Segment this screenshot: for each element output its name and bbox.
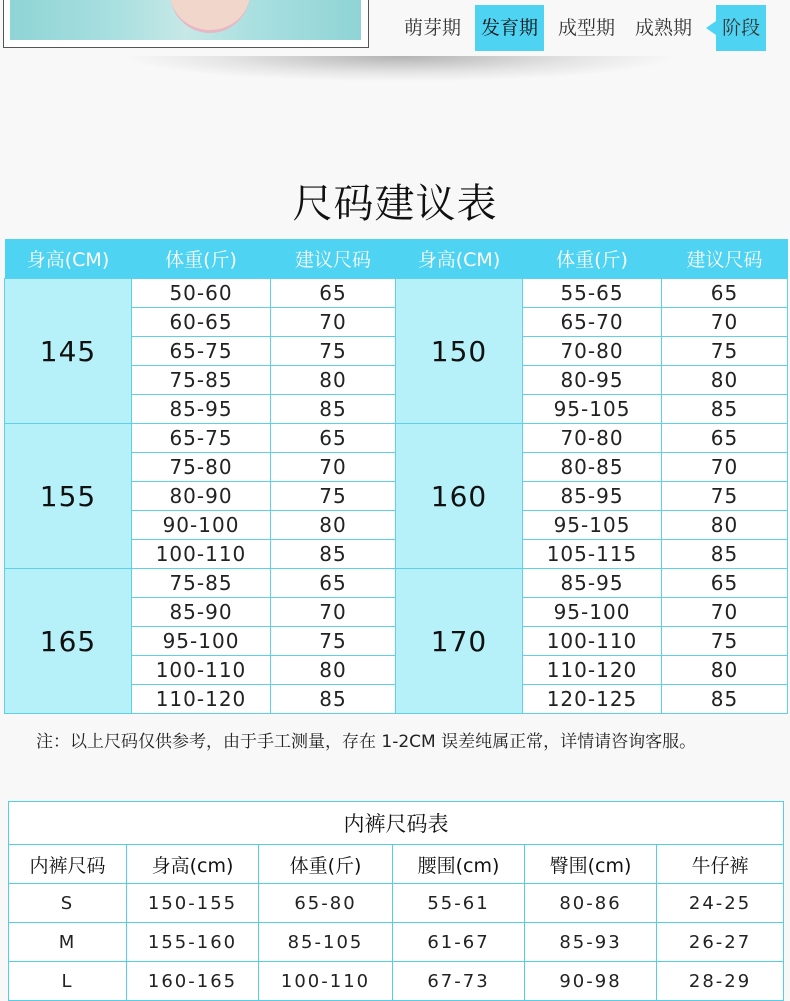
uw-header-size: 内裤尺码	[9, 845, 127, 884]
uw-header-waist: 腰围(cm)	[393, 845, 525, 884]
weight-cell-right: 85-95	[523, 569, 662, 598]
weight-cell-left: 75-80	[132, 453, 271, 482]
height-cell-left: 155	[5, 424, 132, 569]
size-cell-right: 80	[662, 656, 788, 685]
size-cell-left: 65	[271, 569, 396, 598]
weight-cell-right: 95-105	[523, 395, 662, 424]
size-cell-right: 75	[662, 482, 788, 511]
underwear-cell: S	[9, 884, 127, 923]
underwear-cell: 160-165	[127, 962, 259, 1001]
size-cell-left: 85	[271, 540, 396, 569]
underwear-cell: 24-25	[657, 884, 784, 923]
size-cell-right: 65	[662, 424, 788, 453]
size-cell-right: 70	[662, 453, 788, 482]
size-cell-left: 85	[271, 685, 396, 714]
size-cell-left: 80	[271, 511, 396, 540]
weight-cell-right: 65-70	[523, 308, 662, 337]
weight-cell-left: 110-120	[132, 685, 271, 714]
weight-cell-right: 110-120	[523, 656, 662, 685]
underwear-cell: 80-86	[525, 884, 657, 923]
weight-cell-left: 95-100	[132, 627, 271, 656]
size-cell-left: 65	[271, 279, 396, 308]
size-cell-left: 80	[271, 366, 396, 395]
header-weight-right: 体重(斤)	[523, 239, 662, 279]
underwear-cell: 67-73	[393, 962, 525, 1001]
weight-cell-left: 60-65	[132, 308, 271, 337]
underwear-header-row	[9, 845, 784, 884]
size-cell-right: 75	[662, 627, 788, 656]
underwear-size-table	[8, 801, 784, 1001]
underwear-cell: 85-93	[525, 923, 657, 962]
size-cell-right: 70	[662, 308, 788, 337]
size-cell-right: 70	[662, 598, 788, 627]
weight-cell-left: 75-85	[132, 569, 271, 598]
underwear-cell: 55-61	[393, 884, 525, 923]
underwear-cell: 61-67	[393, 923, 525, 962]
size-chart-row	[5, 279, 788, 308]
height-cell-left: 165	[5, 569, 132, 714]
weight-cell-left: 85-90	[132, 598, 271, 627]
weight-cell-left: 65-75	[132, 337, 271, 366]
size-cell-left: 85	[271, 395, 396, 424]
stage-tab-3[interactable]: 成型期	[558, 17, 616, 39]
size-cell-right: 85	[662, 540, 788, 569]
underwear-cell: 26-27	[657, 923, 784, 962]
stage-nav	[398, 5, 774, 51]
weight-cell-left: 75-85	[132, 366, 271, 395]
height-cell-left: 145	[5, 279, 132, 424]
weight-cell-right: 80-85	[523, 453, 662, 482]
weight-cell-left: 100-110	[132, 656, 271, 685]
weight-cell-left: 65-75	[132, 424, 271, 453]
size-cell-left: 70	[271, 453, 396, 482]
height-cell-right: 160	[396, 424, 523, 569]
weight-cell-right: 85-95	[523, 482, 662, 511]
size-cell-left: 75	[271, 482, 396, 511]
size-cell-right: 65	[662, 279, 788, 308]
stage-tab-2[interactable]: 发育期	[475, 5, 544, 51]
weight-cell-right: 105-115	[523, 540, 662, 569]
uw-header-weight: 体重(斤)	[259, 845, 393, 884]
underwear-cell: 28-29	[657, 962, 784, 1001]
uw-header-hip: 臀围(cm)	[525, 845, 657, 884]
weight-cell-right: 55-65	[523, 279, 662, 308]
stage-current-label: 阶段	[716, 5, 766, 51]
stage-tab-1[interactable]: 萌芽期	[404, 17, 462, 39]
underwear-cell: 100-110	[259, 962, 393, 1001]
size-cell-right: 80	[662, 511, 788, 540]
section-shadow	[120, 56, 680, 82]
size-cell-right: 85	[662, 685, 788, 714]
header-height-right: 身高(CM)	[396, 239, 523, 279]
product-photo	[10, 0, 361, 40]
underwear-cell: L	[9, 962, 127, 1001]
height-cell-right: 150	[396, 279, 523, 424]
weight-cell-right: 70-80	[523, 424, 662, 453]
size-chart-header-row	[5, 239, 788, 279]
weight-cell-right: 100-110	[523, 627, 662, 656]
size-cell-right: 65	[662, 569, 788, 598]
size-cell-left: 75	[271, 337, 396, 366]
weight-cell-left: 85-95	[132, 395, 271, 424]
size-chart-body	[5, 279, 788, 714]
underwear-row	[9, 923, 784, 962]
size-chart-title: 尺码建议表	[292, 181, 498, 227]
weight-cell-left: 50-60	[132, 279, 271, 308]
weight-cell-left: 80-90	[132, 482, 271, 511]
size-cell-right: 80	[662, 366, 788, 395]
header-size-left: 建议尺码	[271, 239, 396, 279]
size-cell-right: 85	[662, 395, 788, 424]
underwear-cell: 150-155	[127, 884, 259, 923]
uw-header-jeans: 牛仔裤	[657, 845, 784, 884]
weight-cell-right: 120-125	[523, 685, 662, 714]
weight-cell-right: 70-80	[523, 337, 662, 366]
product-photo-frame	[3, 0, 369, 48]
size-cell-left: 75	[271, 627, 396, 656]
underwear-cell: M	[9, 923, 127, 962]
size-note: 注：以上尺码仅供参考，由于手工测量，存在 1-2CM 误差纯属正常，详情请咨询客服。	[36, 732, 697, 752]
header-height-left: 身高(CM)	[5, 239, 132, 279]
size-cell-left: 70	[271, 598, 396, 627]
size-cell-left: 70	[271, 308, 396, 337]
height-cell-right: 170	[396, 569, 523, 714]
weight-cell-right: 95-105	[523, 511, 662, 540]
size-cell-right: 75	[662, 337, 788, 366]
header-size-right: 建议尺码	[662, 239, 788, 279]
size-chart-row	[5, 424, 788, 453]
stage-tab-4[interactable]: 成熟期	[635, 17, 693, 39]
underwear-cell: 85-105	[259, 923, 393, 962]
weight-cell-left: 90-100	[132, 511, 271, 540]
weight-cell-right: 95-100	[523, 598, 662, 627]
size-cell-left: 80	[271, 656, 396, 685]
header-weight-left: 体重(斤)	[132, 239, 271, 279]
size-cell-left: 65	[271, 424, 396, 453]
size-chart-row	[5, 569, 788, 598]
weight-cell-right: 80-95	[523, 366, 662, 395]
underwear-chart-title: 内裤尺码表	[9, 802, 784, 845]
underwear-cell: 90-98	[525, 962, 657, 1001]
model-image	[170, 0, 250, 33]
uw-header-height: 身高(cm)	[127, 845, 259, 884]
underwear-cell: 65-80	[259, 884, 393, 923]
underwear-row	[9, 962, 784, 1001]
underwear-row	[9, 884, 784, 923]
underwear-cell: 155-160	[127, 923, 259, 962]
size-chart-table	[4, 239, 788, 714]
weight-cell-left: 100-110	[132, 540, 271, 569]
